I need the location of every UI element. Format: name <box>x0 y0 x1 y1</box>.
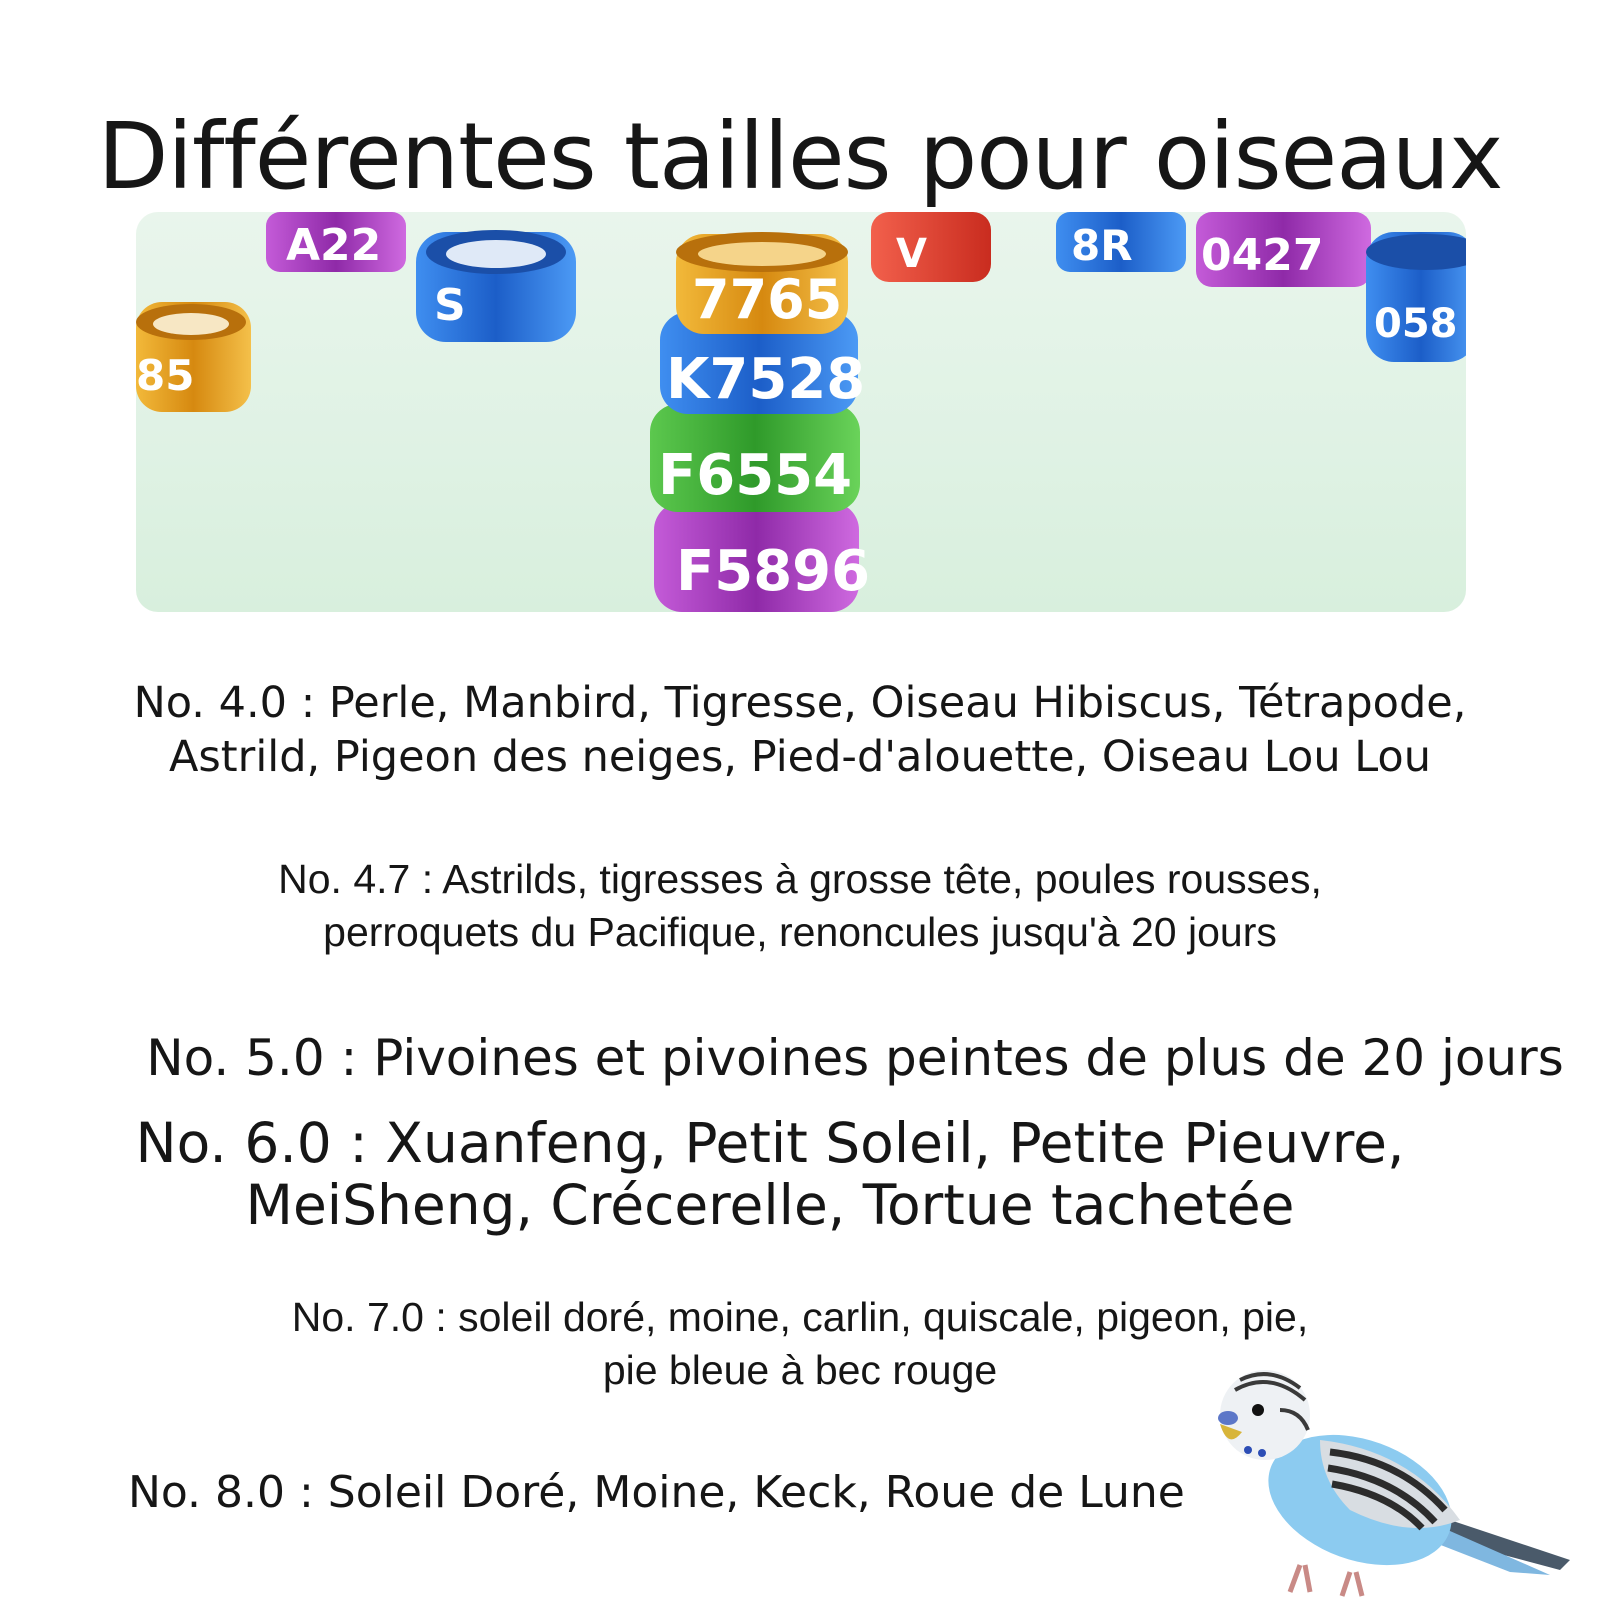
svg-text:S: S <box>434 280 466 331</box>
size-5-0-line1: No. 5.0 : Pivoines et pivoines peintes de plus de 20 jours <box>146 1029 1564 1087</box>
size-7-0-line2: pie bleue à bec rouge <box>602 1347 998 1393</box>
svg-text:7765: 7765 <box>692 268 843 331</box>
ring-green-stack <box>650 404 860 512</box>
ring-blue-back <box>416 230 576 342</box>
budgerigar-image <box>1210 1360 1580 1600</box>
svg-text:85: 85 <box>136 351 195 400</box>
rings-photo <box>136 212 1466 612</box>
ring-purple-stack <box>654 502 870 612</box>
svg-text:F5896: F5896 <box>676 539 871 604</box>
svg-text:K7528: K7528 <box>666 347 866 412</box>
svg-text:8R: 8R <box>1071 221 1133 270</box>
ring-stack <box>650 232 870 612</box>
ring-blue-right <box>1366 232 1466 362</box>
size-6-0-line1: No. 6.0 : Xuanfeng, Petit Soleil, Petite Pieuvre, <box>135 1111 1405 1175</box>
ring-gold-stack <box>676 232 848 334</box>
svg-text:F6554: F6554 <box>658 443 853 508</box>
size-4-0-line2: Astrild, Pigeon des neiges, Pied-d'alouette, Oiseau Lou Lou <box>168 732 1431 782</box>
ring-purple-back <box>266 212 406 272</box>
size-4-0-line1: No. 4.0 : Perle, Manbird, Tigresse, Oiseau Hibiscus, Tétrapode, <box>133 678 1467 728</box>
size-7-0-line1: No. 7.0 : soleil doré, moine, carlin, quiscale, pigeon, pie, <box>291 1294 1309 1340</box>
ring-purple-back-right <box>1196 212 1371 287</box>
svg-text:0427: 0427 <box>1201 230 1324 281</box>
size-8-0-line1: No. 8.0 : Soleil Doré, Moine, Keck, Roue de Lune <box>128 1467 1185 1518</box>
ring-red-back <box>871 212 991 282</box>
svg-text:058: 058 <box>1374 301 1458 347</box>
svg-text:A22: A22 <box>286 220 382 271</box>
size-4-7-line1: No. 4.7 : Astrilds, tigresses à grosse tête, poules rousses, <box>278 856 1322 902</box>
ring-blue-back-right <box>1056 212 1186 272</box>
page-title: Différentes tailles pour oiseaux <box>97 102 1503 210</box>
size-6-0-line2: MeiSheng, Crécerelle, Tortue tachetée <box>245 1173 1295 1237</box>
size-4-7-line2: perroquets du Pacifique, renoncules jusqu'à 20 jours <box>323 909 1277 955</box>
svg-text:V: V <box>896 231 927 277</box>
ring-gold-left <box>136 302 251 412</box>
